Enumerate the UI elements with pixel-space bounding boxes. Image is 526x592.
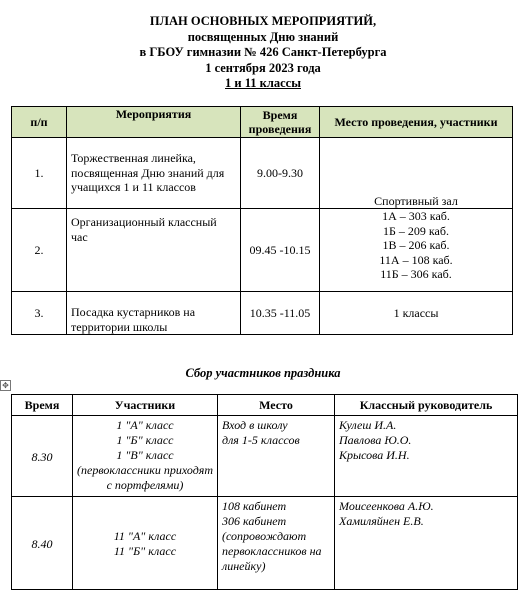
row-number: 1. (12, 138, 67, 209)
row-event: Торжественная линейка, посвященная Дню знаний для учащихся 1 и 11 классов (67, 138, 241, 209)
row-time: 8.30 (12, 416, 73, 497)
row-event: Организационный классный час (67, 209, 241, 292)
table-row (12, 416, 518, 497)
gathering-header-row (12, 395, 518, 416)
place-line: 1А – 303 каб. (382, 209, 450, 223)
place-line: первоклассников на (222, 544, 322, 558)
col-header-place: Место проведения, участники (320, 107, 513, 138)
col-header-participants: Участники (73, 395, 218, 416)
row-place (218, 497, 335, 590)
row-teachers (335, 497, 518, 590)
place-line: 11А – 108 каб. (379, 252, 453, 267)
col-header-time: Время (12, 395, 73, 416)
teacher-line: Кулеш И.А. (339, 418, 397, 432)
participant-line: 11 "Б" класс (113, 544, 177, 558)
row-number: 2. (12, 209, 67, 292)
row-time: 09.45 -10.15 (241, 209, 320, 292)
doc-school: в ГБОУ гимназии № 426 Санкт-Петербурга (139, 45, 387, 59)
events-table (11, 106, 513, 335)
table-row (12, 292, 513, 335)
teacher-line: Хамиляйнен Е.В. (339, 514, 424, 528)
row-time: 9.00-9.30 (241, 138, 320, 209)
participant-line: с портфелями) (106, 478, 184, 492)
col-header-number: п/п (12, 107, 67, 138)
row-event: Посадка кустарников на территории школы (67, 292, 241, 335)
table-row (12, 138, 513, 209)
row-number: 3. (12, 292, 67, 335)
table-row (12, 497, 518, 590)
participant-line: (первоклассники приходят (77, 463, 214, 477)
participant-line: 1 "А" класс (116, 418, 174, 432)
place-line: 108 кабинет (222, 499, 287, 513)
place-line: для 1-5 классов (222, 433, 300, 447)
place-line: 1В – 206 каб. (382, 238, 450, 252)
col-header-teacher: Классный руководитель (335, 395, 518, 416)
doc-classes: 1 и 11 классы (225, 76, 301, 90)
col-header-time: Время проведения (241, 107, 320, 138)
document-header (0, 14, 526, 92)
place-line: 1Б – 209 каб. (383, 223, 449, 238)
table-move-handle-icon[interactable]: ✥ (0, 380, 11, 391)
doc-date: 1 сентября 2023 года (205, 60, 321, 75)
col-header-event: Мероприятия (67, 107, 241, 138)
place-line: Вход в школу (222, 418, 288, 432)
col-header-place: Место (218, 395, 335, 416)
teacher-line: Моисеенкова А.Ю. (339, 499, 434, 513)
table-row (12, 209, 513, 292)
doc-title: ПЛАН ОСНОВНЫХ МЕРОПРИЯТИЙ, (149, 14, 377, 28)
participant-line: 1 "В" класс (116, 448, 174, 462)
participant-line: 11 "А" класс (113, 529, 177, 543)
row-teachers (335, 416, 518, 497)
doc-subtitle: посвященных Дню знаний (187, 29, 339, 44)
row-place (320, 138, 513, 209)
place-line: (сопровождают (222, 529, 307, 543)
row-time: 8.40 (12, 497, 73, 590)
row-place (320, 209, 513, 292)
row-participants (73, 416, 218, 497)
participant-line: 1 "Б" класс (116, 433, 174, 447)
row-place (320, 292, 513, 335)
row-place (218, 416, 335, 497)
teacher-line: Павлова Ю.О. (339, 433, 412, 447)
row-time: 10.35 -11.05 (241, 292, 320, 335)
row-participants (73, 497, 218, 590)
place-line: 306 кабинет (222, 514, 287, 528)
section-subtitle: Сбор участников праздника (185, 366, 341, 380)
place-line: 11Б – 306 каб. (380, 267, 452, 281)
events-header-row (12, 107, 513, 138)
place-line: линейку) (222, 559, 266, 573)
place-line: Спортивный зал (374, 193, 458, 208)
teacher-line: Крысова И.Н. (339, 448, 410, 462)
place-line: 1 классы (393, 305, 439, 320)
gathering-table (11, 394, 518, 590)
